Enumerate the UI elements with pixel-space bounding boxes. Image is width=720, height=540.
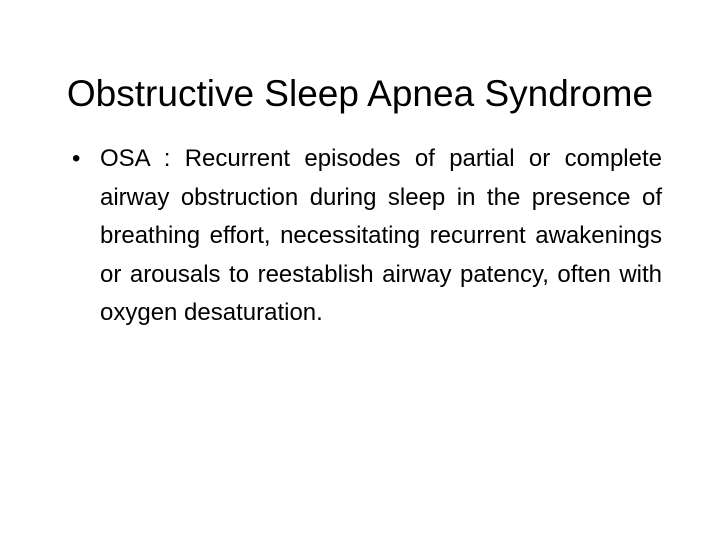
bullet-text: OSA : Recurrent episodes of partial or complete airway obstruction during sleep in the presence of breathing effort, necessitating recurrent awakenings or arousals to reestablish airway patency, often with oxygen desaturation. xyxy=(100,145,662,326)
bullet-marker: • xyxy=(72,145,81,172)
bullet-item xyxy=(72,140,662,333)
bullet-list xyxy=(72,140,662,333)
slide-title: Obstructive Sleep Apnea Syndrome xyxy=(66,72,654,114)
